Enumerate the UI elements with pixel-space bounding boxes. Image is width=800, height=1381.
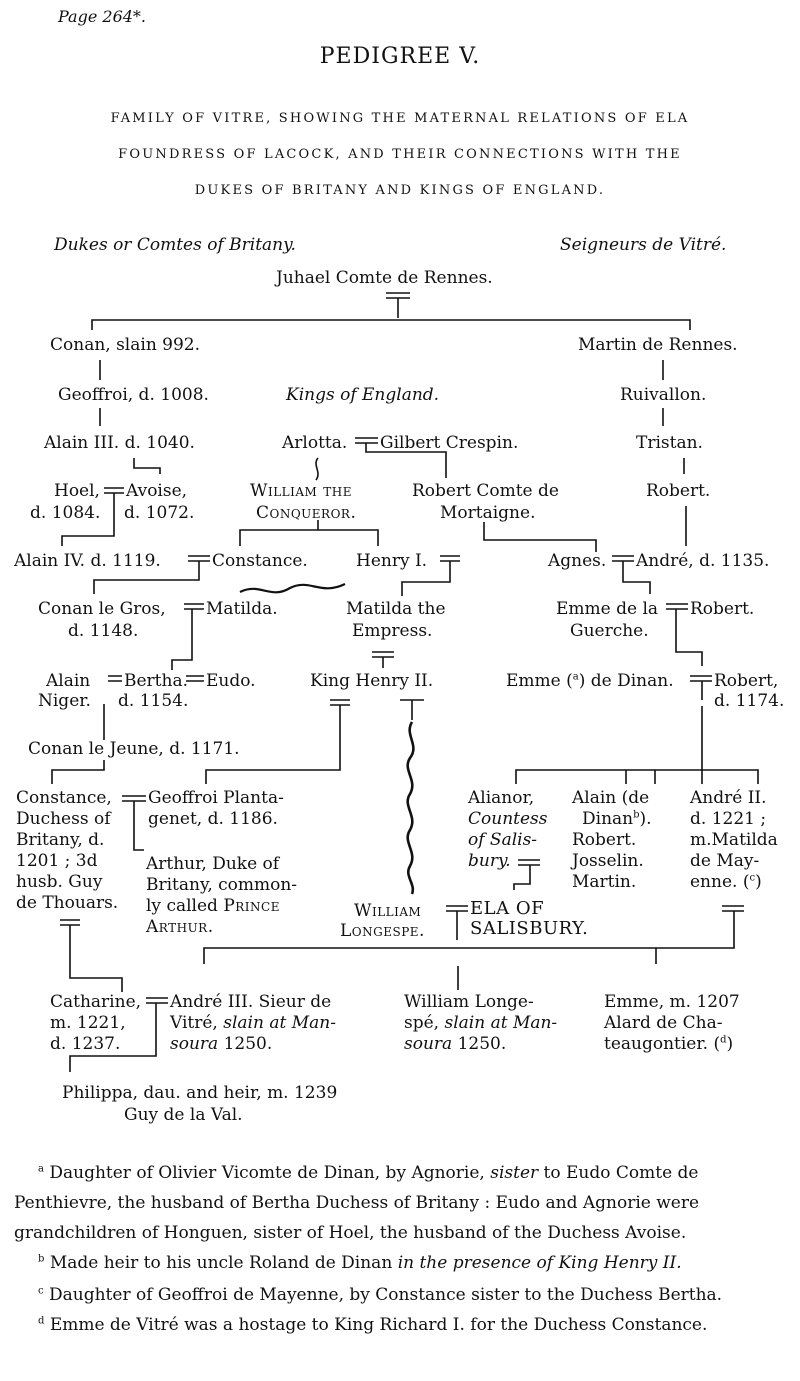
footnote-c: $^c$ Daughter of Geoffroi de Mayenne, by Constance sister to the Duchess Bertha. [38,1285,723,1305]
person-robert-guerche: Robert. [690,599,755,619]
person-william-longespe-2: Longespe. [340,921,425,941]
person-juhael: Juhael Comte de Rennes. [276,268,493,288]
person-andre-ii: André II. d. 1221 ; m.Matilda de May- enne. ($^c$) [690,788,778,892]
person-conan-le-gros-death: d. 1148. [68,621,139,641]
person-agnes: Agnes. [548,551,607,571]
person-robert-mortaigne-2: Mortaigne. [440,503,536,523]
person-emme-dinan: Emme ($^a$) de Dinan. [506,671,674,691]
footnote-d: $^d$ Emme de Vitré was a hostage to King Richard I. for the Duchess Constance. [38,1315,708,1335]
person-eudo: Eudo. [206,671,256,691]
person-catharine: Catharine, m. 1221, d. 1237. [50,992,142,1054]
subtitle-line-2: FOUNDRESS OF LACOCK, AND THEIR CONNECTIONS WITH THE [118,147,682,162]
person-ruivallon: Ruivallon. [620,385,707,405]
person-robert-mortaigne-1: Robert Comte de [412,481,559,501]
person-andre-iii: André III. Sieur de Vitré, slain at Man- soura 1250. [170,992,336,1054]
person-hoel-death: d. 1084. [30,503,101,523]
person-philippa-2: Guy de la Val. [124,1105,243,1125]
person-gilbert: Gilbert Crespin. [380,433,519,453]
person-alain-iv: Alain IV. d. 1119. [14,551,161,571]
person-robert-dinan-2: d. 1174. [714,691,785,711]
person-andre-i: André, d. 1135. [636,551,770,571]
person-william-conqueror-2: Conqueror. [256,503,357,523]
person-conan: Conan, slain 992. [50,335,201,355]
person-alain-de-dinan: Alain (de Dinan$^b$). Robert. Josselin. Martin. [572,788,652,892]
person-martin: Martin de Rennes. [578,335,738,355]
person-alianor: Alianor, Countess of Salis- bury. [468,788,548,871]
column-heading-england: Kings of England. [286,385,440,405]
person-bertha-death: d. 1154. [118,691,189,711]
person-matilda-empress-2: Empress. [352,621,433,641]
person-matilda-empress-1: Matilda the [346,599,446,619]
person-arlotta: Arlotta. [282,433,348,453]
person-tristan: Tristan. [636,433,703,453]
person-emme-guerche-2: Guerche. [570,621,649,641]
person-bertha: Bertha. [124,671,188,691]
person-philippa-1: Philippa, dau. and heir, m. 1239 [62,1083,338,1103]
footnote-a-line-2: Penthievre, the husband of Bertha Duchess of Britany : Eudo and Agnorie were [14,1193,700,1213]
person-ela-1: ELA OF [470,898,545,919]
person-emme-guerche-1: Emme de la [556,599,659,619]
person-emme-vitre: Emme, m. 1207 Alard de Cha- teaugontier. ($^d$) [604,992,740,1054]
person-robert-vitre: Robert. [646,481,711,501]
person-william-longespe-ii: William Longe- spé, slain at Man- soura 1250. [404,992,558,1054]
person-geoffroi: Geoffroi, d. 1008. [58,385,209,405]
column-heading-vitre: Seigneurs de Vitré. [560,235,727,255]
footnote-b: $^b$ Made heir to his uncle Roland de Dinan in the presence of King Henry II. [38,1253,682,1273]
footnote-a-line-3: grandchildren of Honguen, sister of Hoel, the husband of the Duchess Avoise. [14,1223,687,1243]
person-alain-niger-2: Niger. [38,691,91,711]
person-alain-iii: Alain III. d. 1040. [44,433,195,453]
person-henry-ii: King Henry II. [310,671,434,691]
person-conan-le-jeune: Conan le Jeune, d. 1171. [28,739,240,759]
person-ela-2: SALISBURY. [470,918,589,939]
person-henry-i: Henry I. [356,551,428,571]
person-conan-le-gros: Conan le Gros, [38,599,166,619]
subtitle-line-3: DUKES OF BRITANY AND KINGS OF ENGLAND. [194,183,606,198]
person-william-conqueror-1: William the [250,481,352,501]
person-william-longespe-1: William [354,901,422,921]
person-robert-dinan-1: Robert, [714,671,779,691]
person-matilda: Matilda. [206,599,278,619]
page-reference: Page 264*. [58,7,147,26]
person-avoise-death: d. 1072. [124,503,195,523]
person-constance-duchess: Constance, Duchess of Britany, d. 1201 ; 3d husb. Guy de Thouars. [16,788,119,913]
page-title: PEDIGREE V. [319,44,481,69]
column-heading-britany: Dukes or Comtes of Britany. [54,235,296,255]
subtitle-line-1: FAMILY OF VITRE, SHOWING THE MATERNAL RELATIONS OF ELA [110,111,690,126]
person-alain-niger-1: Alain [46,671,91,691]
person-constance: Constance. [212,551,308,571]
person-hoel: Hoel, [54,481,100,501]
footnote-a-line-1: $^a$ Daughter of Olivier Vicomte de Dinan, by Agnorie, sister to Eudo Comte de [38,1163,699,1183]
person-arthur: Arthur, Duke of Britany, common- ly called Prince Arthur. [146,854,298,937]
person-geoffroi-plantagenet: Geoffroi Planta- genet, d. 1186. [148,788,284,829]
person-avoise: Avoise, [126,481,188,501]
